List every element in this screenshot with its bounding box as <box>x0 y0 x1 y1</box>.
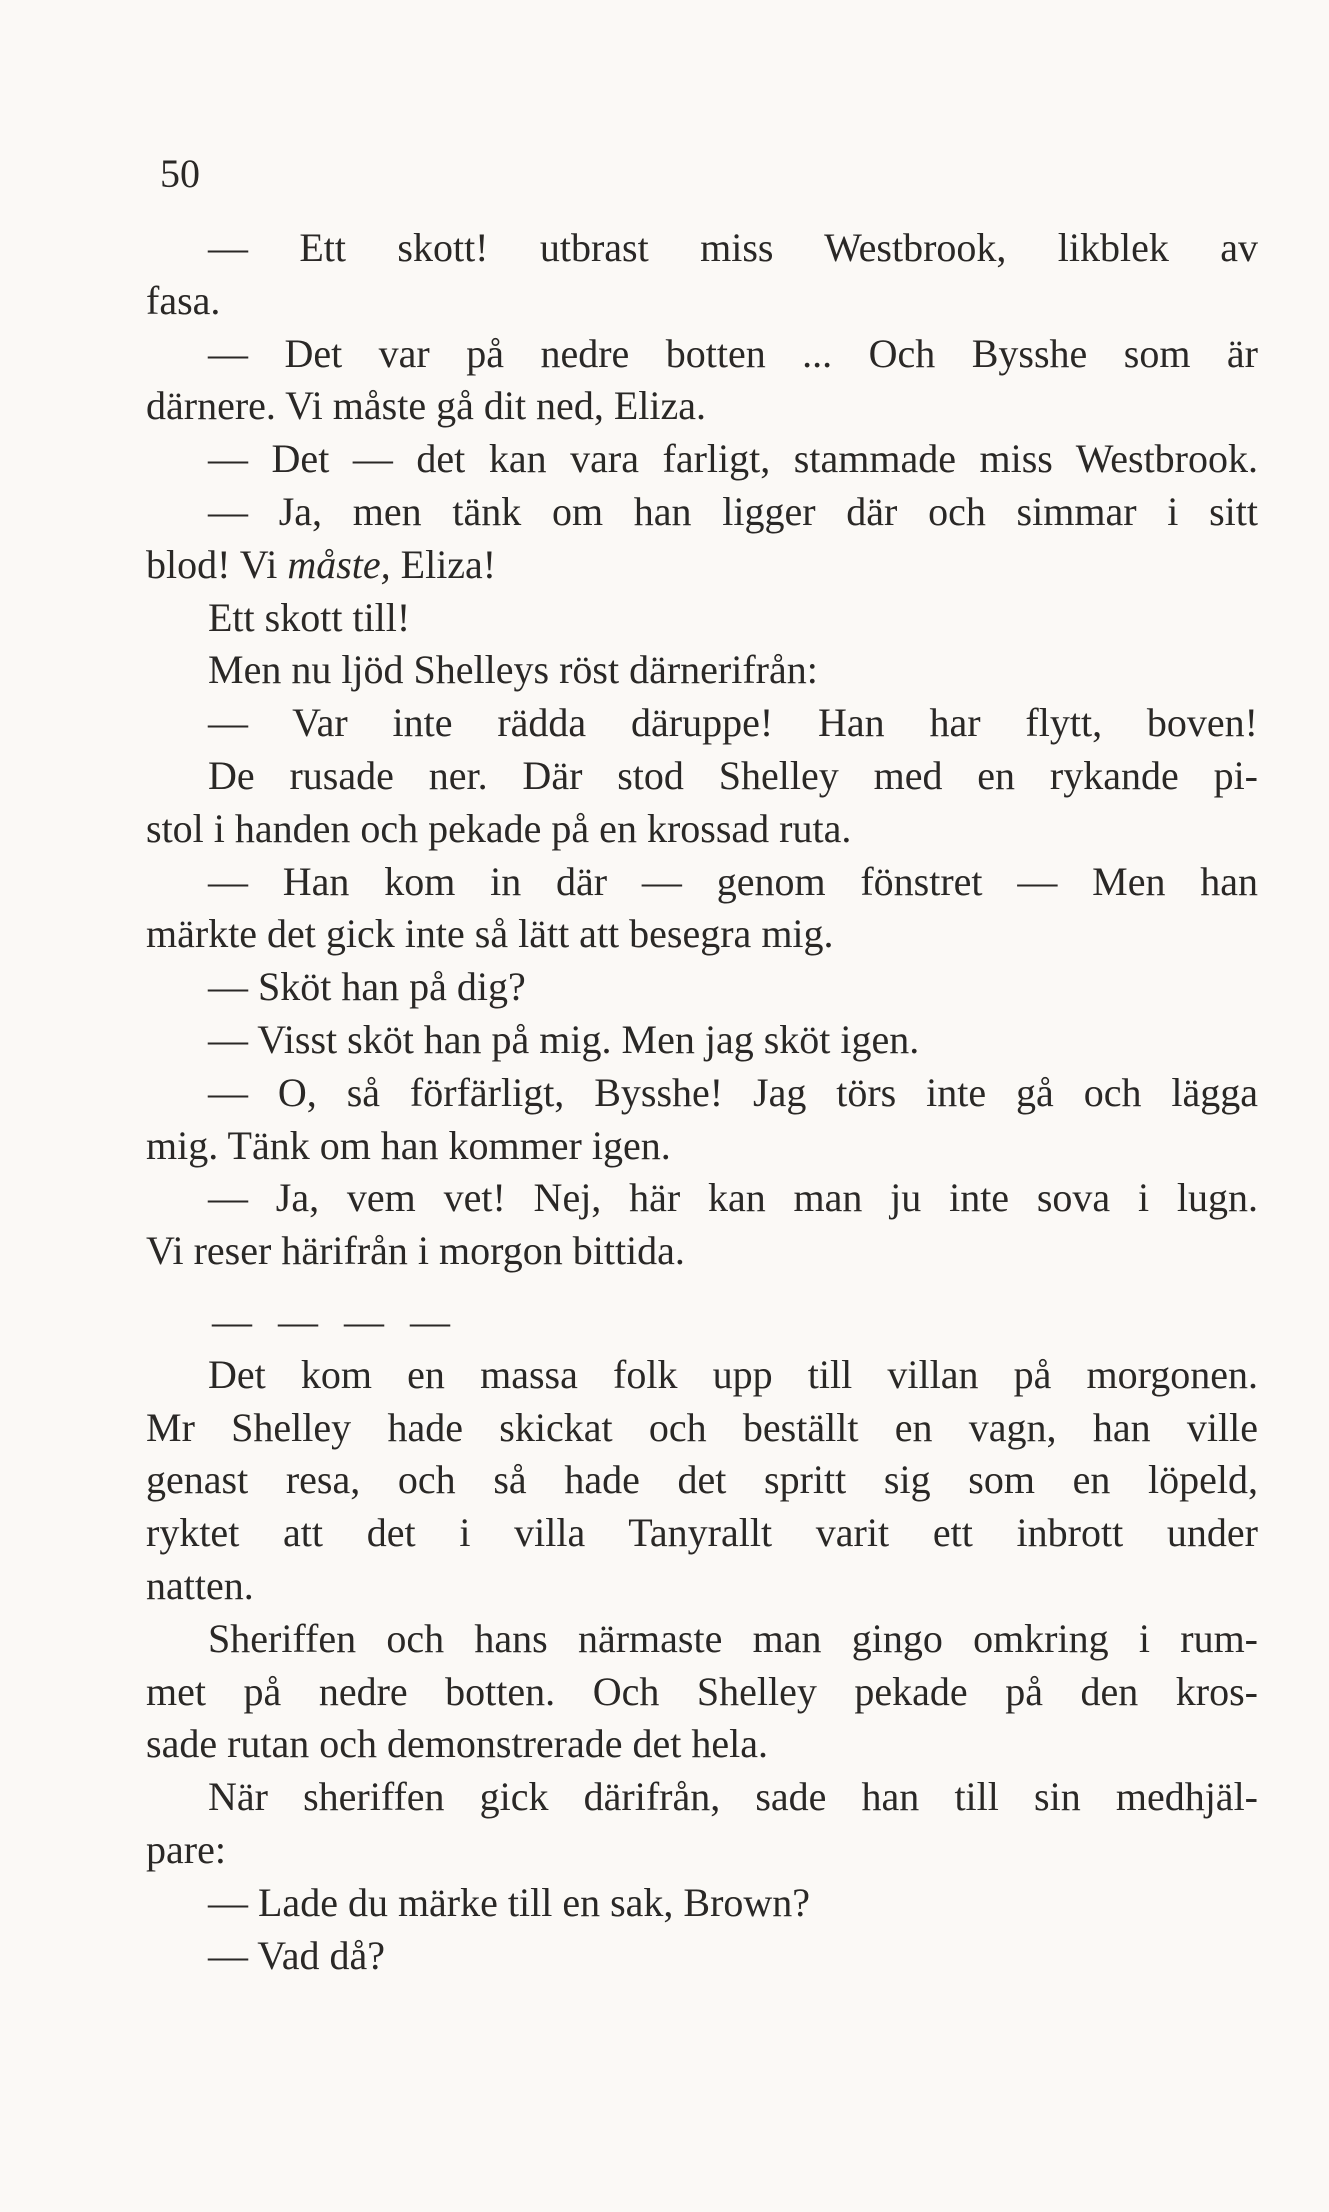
section-spacer <box>146 1278 1258 1296</box>
text-line: När sheriffen gick därifrån, sade han till sin medhjäl- <box>208 1774 1258 1820</box>
text-line: Det kom en massa folk upp till villan på morgonen. <box>208 1351 1258 1397</box>
text-line: genast resa, och så hade det spritt sig som en löpeld, <box>146 1457 1258 1503</box>
text-line: Mr Shelley hade skickat och beställt en vagn, han ville <box>146 1404 1258 1450</box>
text-line: — O, så förfärligt, Bysshe! Jag törs inte gå och lägga <box>208 1069 1258 1115</box>
page-number: 50 <box>160 151 200 196</box>
text-line: — Det — det kan vara farligt, stammade miss Westbrook. <box>208 436 1258 482</box>
text-line <box>146 539 1258 592</box>
text-line: — Ett skott! utbrast miss Westbrook, likblek av <box>208 225 1258 270</box>
text-line: mig. Tänk om han kommer igen. <box>146 1122 671 1168</box>
text-line: — Ja, men tänk om han ligger där och simmar i sitt <box>208 488 1258 534</box>
text-line: — Sköt han på dig? <box>208 964 526 1010</box>
text-line: Men nu ljöd Shelleys röst därnerifrån: <box>208 647 818 693</box>
text-line: stol i handen och pekade på en krossad ruta. <box>146 805 852 851</box>
text-line: met på nedre botten. Och Shelley pekade på den kros- <box>146 1668 1258 1714</box>
body-text <box>146 222 1258 1982</box>
text-span: blod! Vi <box>146 541 288 587</box>
text-line: Ett skott till! <box>208 594 411 640</box>
text-line: — Han kom in där — genom fönstret — Men han <box>208 858 1258 904</box>
text-line: De rusade ner. Där stod Shelley med en rykande pi- <box>208 752 1258 798</box>
text-line: ryktet att det i villa Tanyrallt varit ett inbrott under <box>146 1510 1258 1556</box>
section-separator: — — — — <box>212 1298 458 1344</box>
text-line: — Visst sköt han på mig. Men jag sköt igen. <box>208 1016 920 1062</box>
emphasized-word: måste, <box>287 541 391 587</box>
text-span: Eliza! <box>390 541 497 587</box>
text-line: fasa. <box>146 277 221 323</box>
text-line: därnere. Vi måste gå dit ned, Eliza. <box>146 383 706 429</box>
text-line: — Var inte rädda däruppe! Han har flytt, boven! <box>208 700 1258 746</box>
text-line: märkte det gick inte så lätt att besegra mig. <box>146 911 834 957</box>
text-line: — Lade du märke till en sak, Brown? <box>208 1879 811 1925</box>
text-line: Sheriffen och hans närmaste man gingo omkring i rum- <box>208 1615 1258 1661</box>
text-line: sade rutan och demonstrerade det hela. <box>146 1721 768 1767</box>
text-line: natten. <box>146 1562 254 1608</box>
text-line: Vi reser härifrån i morgon bittida. <box>146 1228 685 1274</box>
text-line: pare: <box>146 1826 226 1872</box>
text-line: — Vad då? <box>208 1932 385 1978</box>
text-line: — Ja, vem vet! Nej, här kan man ju inte sova i lugn. <box>208 1175 1258 1221</box>
text-line: — Det var på nedre botten ... Och Bysshe som är <box>208 330 1258 376</box>
